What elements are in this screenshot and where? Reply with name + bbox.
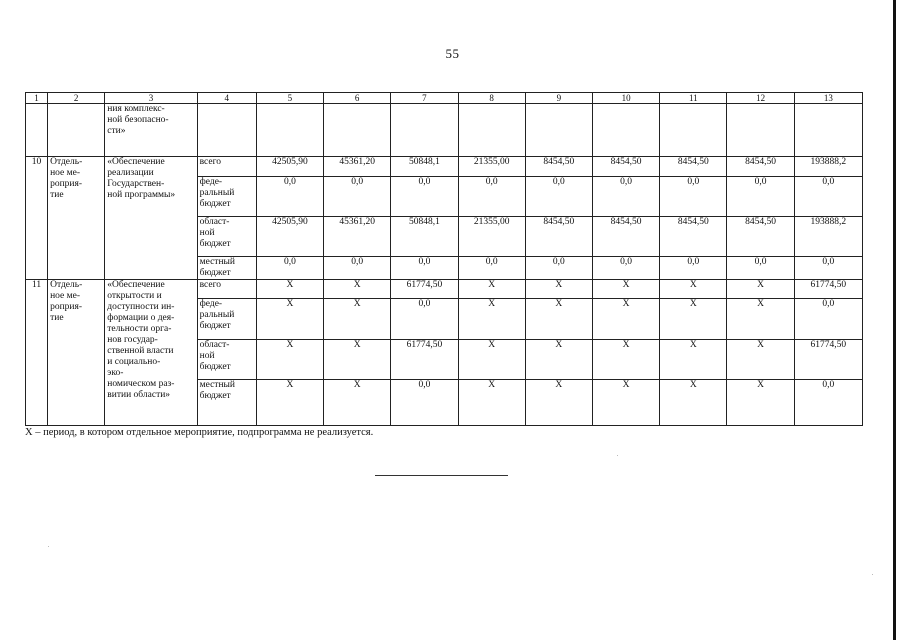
page-edge-line (893, 0, 896, 640)
value-cell: 0,0 (660, 177, 727, 217)
entry-name-cell (105, 280, 197, 426)
value-cell: 45361,20 (324, 217, 391, 257)
value-cell: 0,0 (324, 257, 391, 280)
value-cell: X (324, 340, 391, 380)
table-row (26, 157, 863, 177)
cell-text-line: ральный (199, 310, 235, 320)
entry-type-cell (48, 157, 105, 280)
continued-name-cell (105, 104, 197, 157)
value-cell: X (727, 280, 794, 299)
funding-source-cell (197, 280, 256, 299)
value-cell: 0,0 (592, 257, 659, 280)
cell-text-line: роприя- (50, 179, 83, 189)
cell-text-line: «Обеспечение (107, 280, 165, 290)
cell-text-line: доступности ин- (107, 302, 175, 312)
column-number-1: 1 (26, 93, 48, 104)
column-number-12: 12 (727, 93, 794, 104)
value-cell: 0,0 (324, 177, 391, 217)
value-cell: X (256, 380, 323, 426)
value-cell: 0,0 (256, 177, 323, 217)
empty-cell (324, 104, 391, 157)
value-cell: X (592, 380, 659, 426)
cell-text-line: формации о дея- (107, 313, 175, 323)
cell-text-line: и социально- (107, 357, 161, 367)
column-number-5: 5 (256, 93, 323, 104)
value-cell: 61774,50 (391, 280, 458, 299)
cell-text-line: бюджет (199, 199, 231, 209)
cell-text-line: ной программы» (107, 190, 176, 200)
entry-number-cell: 11 (26, 280, 48, 426)
column-number-11: 11 (660, 93, 727, 104)
cell-text-line: ное ме- (50, 168, 81, 178)
funding-source-cell (197, 157, 256, 177)
value-cell: 45361,20 (324, 157, 391, 177)
column-number-13: 13 (794, 93, 862, 104)
value-cell: 0,0 (727, 177, 794, 217)
entry-name-cell (105, 157, 197, 280)
value-cell: X (525, 280, 592, 299)
empty-cell (256, 104, 323, 157)
value-cell: X (660, 340, 727, 380)
value-cell: 0,0 (458, 257, 525, 280)
value-cell: X (592, 340, 659, 380)
funding-source-cell (197, 257, 256, 280)
funding-source-cell (197, 177, 256, 217)
cell-text-line: феде- (199, 177, 223, 187)
cell-text-line: тельности орга- (107, 324, 172, 334)
value-cell: X (458, 380, 525, 426)
value-cell: 0,0 (727, 257, 794, 280)
value-cell: 0,0 (794, 177, 862, 217)
cell-text-line: ральный (199, 188, 235, 198)
empty-cell (525, 104, 592, 157)
value-cell: X (660, 280, 727, 299)
cell-text-line: ния комплекс- (107, 104, 165, 114)
value-cell: X (592, 280, 659, 299)
cell-text-line: бюджет (199, 268, 231, 278)
cell-text-line: бюджет (199, 321, 231, 331)
value-cell: X (256, 299, 323, 340)
value-cell: X (525, 340, 592, 380)
column-number-2: 2 (48, 93, 105, 104)
value-cell: X (660, 299, 727, 340)
value-cell: 61774,50 (391, 340, 458, 380)
value-cell: 50848,1 (391, 157, 458, 177)
funding-source-cell (197, 340, 256, 380)
value-cell: 0,0 (391, 177, 458, 217)
cell-text-line: местный (199, 380, 235, 390)
funding-source-cell (197, 380, 256, 426)
cell-text-line: ной безопасно- (107, 115, 169, 125)
cell-text-line: ное ме- (50, 291, 81, 301)
scan-speck (617, 455, 618, 456)
value-cell: X (727, 299, 794, 340)
cell-text-line: роприя- (50, 302, 83, 312)
value-cell: X (324, 280, 391, 299)
value-cell: X (458, 299, 525, 340)
cell-text-line: сти» (107, 126, 126, 136)
value-cell: 0,0 (794, 299, 862, 340)
value-cell: 21355,00 (458, 157, 525, 177)
value-cell: 0,0 (391, 257, 458, 280)
column-number-10: 10 (592, 93, 659, 104)
end-separator-line (375, 475, 508, 476)
column-number-7: 7 (391, 93, 458, 104)
empty-cell (391, 104, 458, 157)
value-cell: X (324, 380, 391, 426)
page-number: 55 (445, 46, 460, 61)
cell-text-line: област- (199, 217, 230, 227)
cell-text-line: всего (199, 157, 221, 167)
value-cell: X (727, 380, 794, 426)
column-number-9: 9 (525, 93, 592, 104)
cell-text-line: всего (199, 280, 221, 290)
value-cell: X (256, 340, 323, 380)
value-cell: 42505,90 (256, 157, 323, 177)
value-cell: X (525, 299, 592, 340)
cell-text-line: бюджет (199, 239, 231, 249)
cell-text-line: Отдель- (50, 157, 83, 167)
value-cell: 0,0 (794, 257, 862, 280)
value-cell: 8454,50 (592, 217, 659, 257)
value-cell: 0,0 (256, 257, 323, 280)
cell-text-line: ной (199, 228, 215, 238)
value-cell: 61774,50 (794, 280, 862, 299)
empty-cell (48, 104, 105, 157)
value-cell: X (458, 280, 525, 299)
value-cell: X (525, 380, 592, 426)
empty-cell (660, 104, 727, 157)
cell-text-line: ственной власти (107, 346, 174, 356)
header-row (26, 93, 863, 104)
value-cell: 0,0 (391, 299, 458, 340)
continuation-row (26, 104, 863, 157)
empty-cell (26, 104, 48, 157)
value-cell: X (727, 340, 794, 380)
cell-text-line: нов государ- (107, 335, 158, 345)
cell-text-line: феде- (199, 299, 223, 309)
cell-text-line: ной (199, 351, 215, 361)
value-cell: 193888,2 (794, 217, 862, 257)
value-cell: 0,0 (458, 177, 525, 217)
cell-text-line: эко- (107, 368, 124, 378)
footnote: X – период, в котором отдельное мероприятие, подпрограмма не реализуется. (25, 427, 374, 438)
scan-speck (872, 574, 873, 575)
entry-number-cell: 10 (26, 157, 48, 280)
cell-text-line: област- (199, 340, 230, 350)
value-cell: X (324, 299, 391, 340)
cell-text-line: бюджет (199, 391, 231, 401)
cell-text-line: открытости и (107, 291, 162, 301)
column-number-3: 3 (105, 93, 197, 104)
value-cell: X (592, 299, 659, 340)
empty-cell (727, 104, 794, 157)
value-cell: 8454,50 (592, 157, 659, 177)
empty-cell (592, 104, 659, 157)
column-number-8: 8 (458, 93, 525, 104)
value-cell: 0,0 (660, 257, 727, 280)
value-cell: 0,0 (525, 257, 592, 280)
value-cell: X (660, 380, 727, 426)
budget-table (25, 92, 863, 426)
column-number-4: 4 (197, 93, 256, 104)
funding-source-cell (197, 299, 256, 340)
entry-type-cell (48, 280, 105, 426)
cell-text-line: Отдель- (50, 280, 83, 290)
value-cell: 0,0 (525, 177, 592, 217)
value-cell: 8454,50 (525, 217, 592, 257)
value-cell: 8454,50 (727, 157, 794, 177)
value-cell: 193888,2 (794, 157, 862, 177)
cell-text-line: бюджет (199, 362, 231, 372)
value-cell: 21355,00 (458, 217, 525, 257)
empty-cell (197, 104, 256, 157)
value-cell: 0,0 (794, 380, 862, 426)
cell-text-line: витии области» (107, 390, 171, 400)
scan-speck (48, 546, 49, 547)
cell-text-line: «Обеспечение (107, 157, 165, 167)
cell-text-line: Государствен- (107, 179, 165, 189)
value-cell: 8454,50 (660, 157, 727, 177)
value-cell: 8454,50 (525, 157, 592, 177)
table-row (26, 280, 863, 299)
value-cell: X (458, 340, 525, 380)
cell-text-line: реализации (107, 168, 154, 178)
value-cell: 0,0 (592, 177, 659, 217)
cell-text-line: тие (50, 313, 64, 323)
cell-text-line: тие (50, 190, 64, 200)
value-cell: 61774,50 (794, 340, 862, 380)
value-cell: 8454,50 (660, 217, 727, 257)
value-cell: 0,0 (391, 380, 458, 426)
value-cell: X (256, 280, 323, 299)
empty-cell (458, 104, 525, 157)
empty-cell (794, 104, 862, 157)
cell-text-line: местный (199, 257, 235, 267)
value-cell: 8454,50 (727, 217, 794, 257)
cell-text-line: номическом раз- (107, 379, 175, 389)
value-cell: 42505,90 (256, 217, 323, 257)
value-cell: 50848,1 (391, 217, 458, 257)
funding-source-cell (197, 217, 256, 257)
column-number-6: 6 (324, 93, 391, 104)
